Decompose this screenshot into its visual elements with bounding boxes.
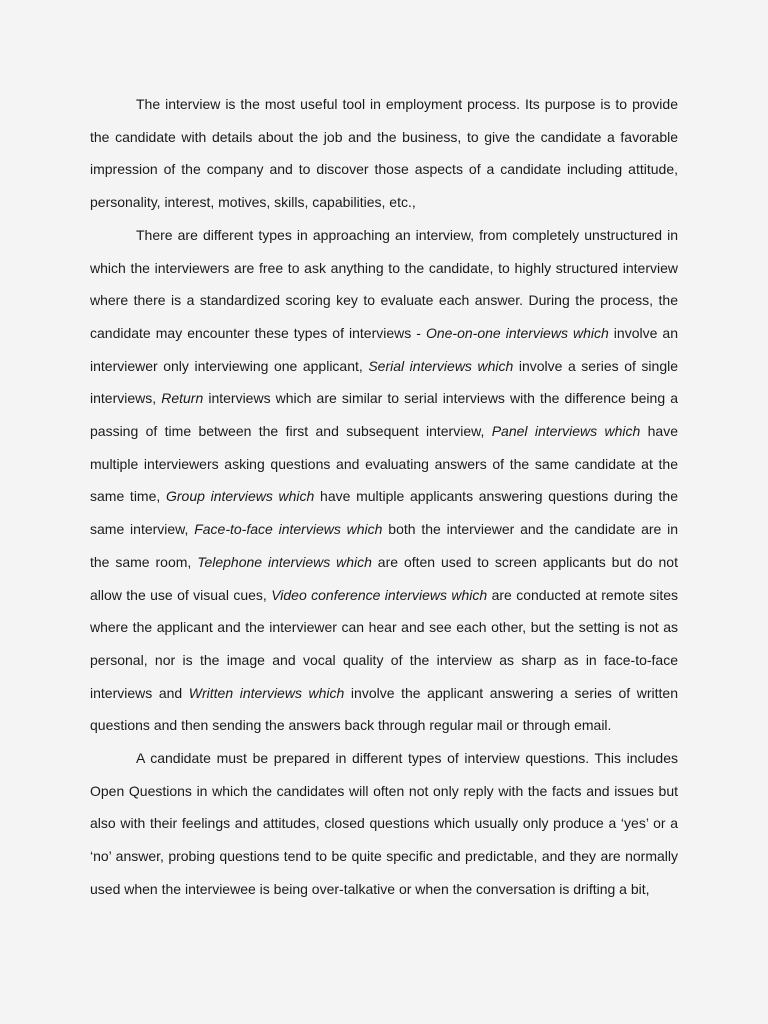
text-run: The interview is the most useful tool in employment process. Its purpose is to provide the candidate with details about the job and the business, to give the candidate a favorable impression of the company and to discover those aspects of a candidate including attitude, personality, interest, motives, skills, capabilities, etc.,: [90, 96, 678, 211]
text-run: both the interviewer and the candidate are in the same room,: [90, 521, 679, 570]
paragraph-interview-questions: [90, 742, 678, 906]
text-run: involve the applicant answering a series of written questions and then sending the answers back through regular mail or through email.: [90, 684, 678, 734]
italic-text-run: Video conference interviews which: [271, 586, 488, 603]
italic-text-run: One-on-one interviews which: [425, 324, 609, 341]
text-run: are often used to screen applicants but do not allow the use of visual cues,: [90, 553, 678, 603]
italic-text-run: Face-to-face interviews which: [194, 521, 383, 538]
italic-text-run: Group interviews which: [165, 488, 315, 505]
italic-text-run: Telephone interviews which: [197, 553, 372, 570]
paragraph-intro: [90, 88, 678, 219]
body-text: [90, 88, 678, 906]
paragraph-interview-types: [90, 219, 678, 742]
text-run: A candidate must be prepared in different types of interview questions. This includes Open Questions in which the candidates will often not only reply with the facts and issues but also with their feelings and attitudes, closed questions which usually only produce a ‘yes’ or a ‘no’ answer, probing questions tend to be quite specific and predictable, and they are normally used when the interviewee is being over-talkative or when the conversation is drifting a bit,: [90, 750, 678, 897]
italic-text-run: Written interviews which: [188, 684, 345, 701]
italic-text-run: Return: [161, 390, 204, 407]
text-run: interviews which are similar to serial interviews with the difference being a passing of time between the first and subsequent interview,: [90, 390, 678, 440]
text-run: have multiple applicants answering questions during the same interview,: [90, 488, 678, 538]
text-run: involve an interviewer only interviewing one applicant,: [90, 324, 678, 374]
text-run: involve a series of single interviews,: [90, 357, 678, 407]
italic-text-run: Panel interviews which: [491, 423, 641, 440]
text-run: are conducted at remote sites where the applicant and the interviewer can hear and see each other, but the setting is not as personal, nor is the image and vocal quality of the interview as sharp as in face-to-face interviews and: [90, 586, 678, 701]
text-run: have multiple interviewers asking questions and evaluating answers of the same candidate at the same time,: [90, 423, 679, 505]
italic-text-run: Serial interviews which: [368, 357, 514, 374]
text-run: There are different types in approaching an interview, from completely unstructured in which the interviewers are free to ask anything to the candidate, to highly structured interview where there is a standardized scoring key to evaluate each answer. During the process, the candidate may encounter these types of interviews -: [90, 226, 678, 341]
